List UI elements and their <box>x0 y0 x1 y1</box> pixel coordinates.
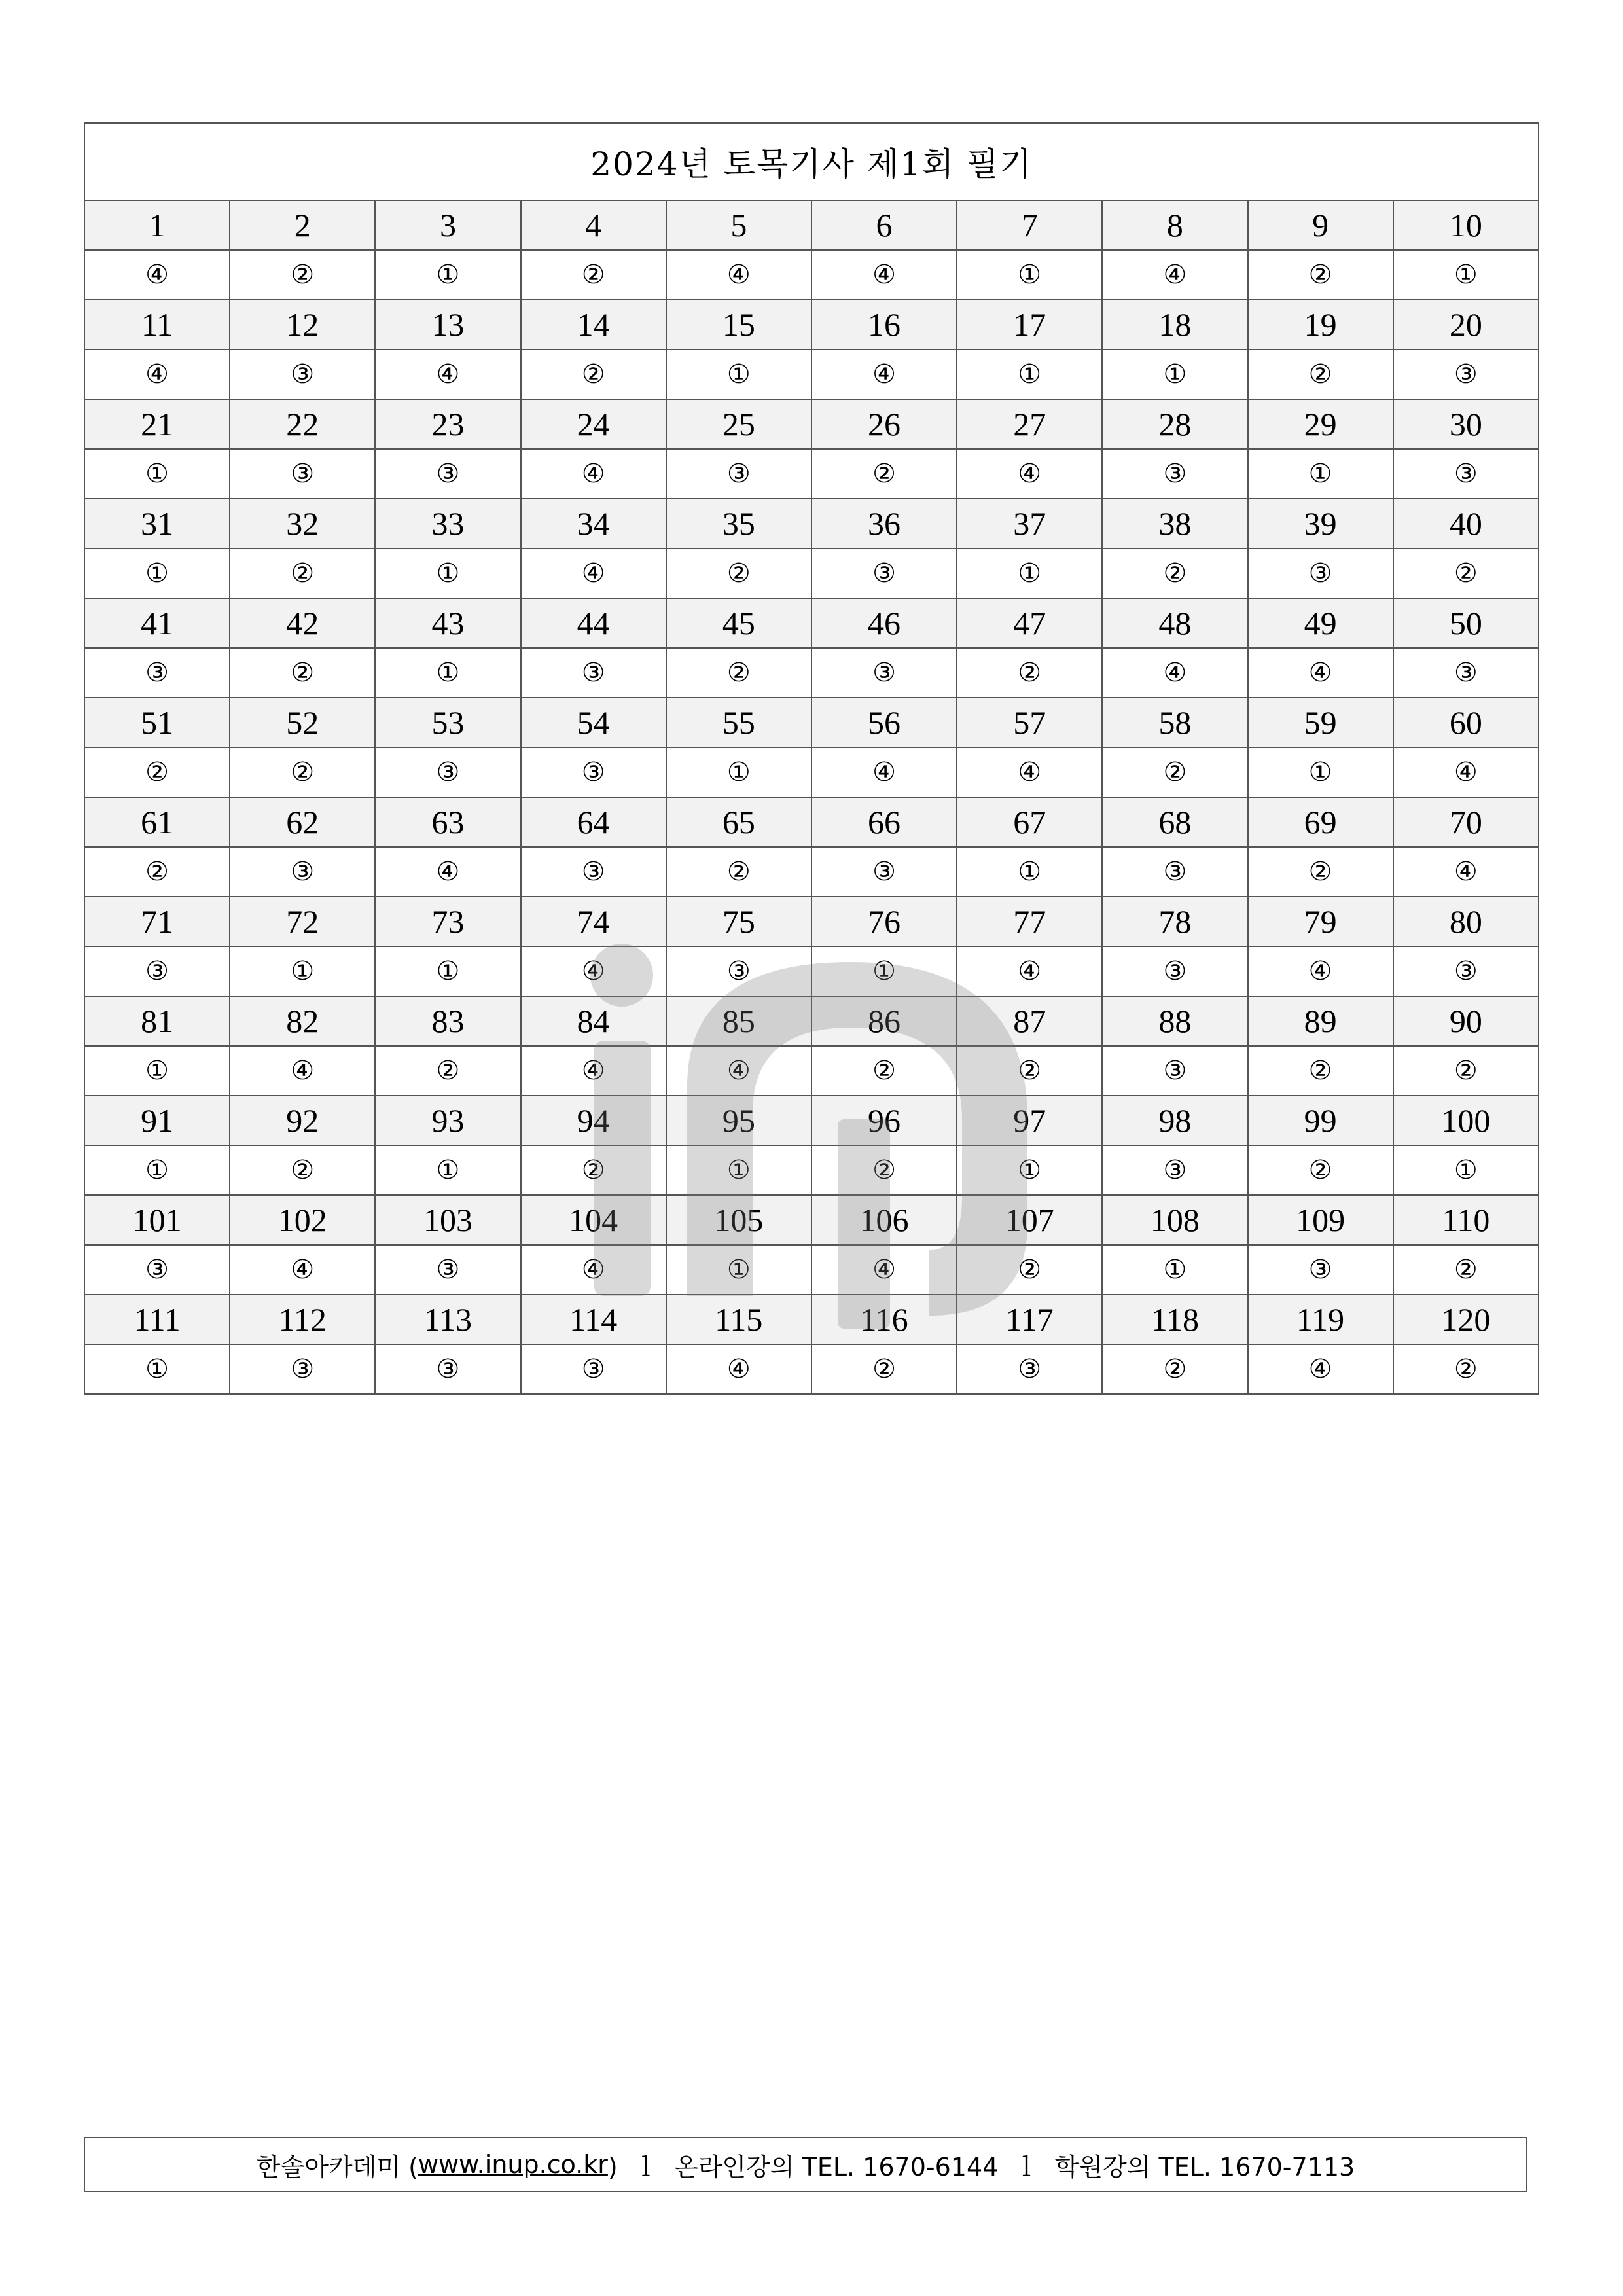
answer-choice: ① <box>84 1046 230 1096</box>
question-number: 84 <box>521 996 666 1046</box>
question-number: 29 <box>1248 399 1393 449</box>
answer-choice: ② <box>1393 1046 1539 1096</box>
answer-choice: ② <box>812 1145 957 1195</box>
question-number: 11 <box>84 300 230 350</box>
question-number: 19 <box>1248 300 1393 350</box>
answer-choice: ③ <box>812 548 957 598</box>
question-number-row <box>84 499 1539 548</box>
question-number: 117 <box>957 1295 1102 1344</box>
question-number: 1 <box>84 200 230 250</box>
answer-choice: ② <box>230 250 375 300</box>
answer-choice: ② <box>521 350 666 399</box>
answer-choice: ④ <box>957 449 1102 499</box>
answer-choice: ② <box>666 548 812 598</box>
question-number-row <box>84 797 1539 847</box>
answer-choice: ③ <box>521 747 666 797</box>
question-number: 77 <box>957 897 1102 946</box>
footer-contact-bar <box>84 2137 1527 2192</box>
footer-website-link[interactable]: www.inup.co.kr <box>418 2150 608 2179</box>
answer-choice: ③ <box>812 648 957 698</box>
answer-choice: ② <box>230 1145 375 1195</box>
question-number: 68 <box>1102 797 1247 847</box>
answer-choice: ③ <box>1102 1046 1247 1096</box>
question-number-row <box>84 300 1539 350</box>
question-number: 13 <box>375 300 520 350</box>
question-number: 57 <box>957 698 1102 747</box>
answer-choice: ③ <box>84 1245 230 1295</box>
question-number: 60 <box>1393 698 1539 747</box>
answer-choice: ① <box>1102 1245 1247 1295</box>
question-number: 74 <box>521 897 666 946</box>
question-number: 50 <box>1393 598 1539 648</box>
answer-row <box>84 946 1539 996</box>
question-number: 97 <box>957 1096 1102 1145</box>
question-number: 32 <box>230 499 375 548</box>
question-number: 101 <box>84 1195 230 1245</box>
question-number: 95 <box>666 1096 812 1145</box>
question-number: 36 <box>812 499 957 548</box>
answer-choice: ② <box>957 648 1102 698</box>
answer-choice: ② <box>1248 250 1393 300</box>
question-number: 96 <box>812 1096 957 1145</box>
question-number: 89 <box>1248 996 1393 1046</box>
answer-choice: ② <box>812 1344 957 1394</box>
answer-choice: ④ <box>84 350 230 399</box>
question-number: 40 <box>1393 499 1539 548</box>
question-number-row <box>84 996 1539 1046</box>
answer-choice: ④ <box>1102 250 1247 300</box>
question-number: 113 <box>375 1295 520 1344</box>
question-number: 98 <box>1102 1096 1247 1145</box>
question-number: 114 <box>521 1295 666 1344</box>
question-number: 44 <box>521 598 666 648</box>
answer-choice: ③ <box>230 449 375 499</box>
answer-choice: ① <box>84 1145 230 1195</box>
question-number: 56 <box>812 698 957 747</box>
answer-choice: ① <box>1248 747 1393 797</box>
answer-choice: ③ <box>375 1245 520 1295</box>
answer-choice: ④ <box>957 747 1102 797</box>
question-number: 59 <box>1248 698 1393 747</box>
answer-choice: ② <box>1393 1344 1539 1394</box>
answer-choice: ② <box>521 1145 666 1195</box>
answer-choice: ④ <box>521 548 666 598</box>
answer-choice: ④ <box>521 449 666 499</box>
question-number: 7 <box>957 200 1102 250</box>
footer-phone-info: ) ｌ 온라인강의 TEL. 1670-6144 ｌ 학원강의 TEL. 1670-7113 <box>607 2152 1355 2181</box>
question-number: 46 <box>812 598 957 648</box>
question-number: 41 <box>84 598 230 648</box>
question-number: 90 <box>1393 996 1539 1046</box>
question-number: 91 <box>84 1096 230 1145</box>
question-number: 3 <box>375 200 520 250</box>
question-number-row <box>84 200 1539 250</box>
answer-choice: ④ <box>521 1245 666 1295</box>
question-number: 81 <box>84 996 230 1046</box>
question-number: 115 <box>666 1295 812 1344</box>
question-number: 5 <box>666 200 812 250</box>
answer-choice: ① <box>957 1145 1102 1195</box>
question-number: 4 <box>521 200 666 250</box>
answer-choice: ① <box>84 1344 230 1394</box>
question-number: 54 <box>521 698 666 747</box>
question-number: 87 <box>957 996 1102 1046</box>
question-number: 17 <box>957 300 1102 350</box>
question-number: 78 <box>1102 897 1247 946</box>
question-number: 52 <box>230 698 375 747</box>
question-number: 16 <box>812 300 957 350</box>
answer-choice: ② <box>1248 1145 1393 1195</box>
answer-choice: ④ <box>812 747 957 797</box>
answer-choice: ③ <box>375 449 520 499</box>
answer-choice: ① <box>957 548 1102 598</box>
answer-choice: ④ <box>957 946 1102 996</box>
answer-choice: ② <box>812 1046 957 1096</box>
answer-choice: ④ <box>230 1046 375 1096</box>
question-number: 79 <box>1248 897 1393 946</box>
answer-choice: ③ <box>1393 449 1539 499</box>
answer-choice: ③ <box>84 946 230 996</box>
answer-choice: ④ <box>1248 1344 1393 1394</box>
question-number: 43 <box>375 598 520 648</box>
question-number: 61 <box>84 797 230 847</box>
question-number: 24 <box>521 399 666 449</box>
answer-choice: ② <box>230 548 375 598</box>
answer-choice: ③ <box>1102 449 1247 499</box>
answer-choice: ② <box>84 847 230 897</box>
answer-choice: ④ <box>1393 847 1539 897</box>
question-number-row <box>84 1096 1539 1145</box>
question-number: 37 <box>957 499 1102 548</box>
answer-choice: ④ <box>230 1245 375 1295</box>
answer-choice: ① <box>812 946 957 996</box>
answer-choice: ③ <box>666 946 812 996</box>
answer-choice: ③ <box>375 1344 520 1394</box>
question-number: 111 <box>84 1295 230 1344</box>
answer-row <box>84 1145 1539 1195</box>
question-number: 42 <box>230 598 375 648</box>
answer-choice: ③ <box>1248 548 1393 598</box>
answer-choice: ② <box>1102 1344 1247 1394</box>
answer-choice: ② <box>812 449 957 499</box>
question-number: 27 <box>957 399 1102 449</box>
question-number: 99 <box>1248 1096 1393 1145</box>
question-number: 28 <box>1102 399 1247 449</box>
question-number: 48 <box>1102 598 1247 648</box>
answer-choice: ② <box>666 648 812 698</box>
question-number: 63 <box>375 797 520 847</box>
answer-choice: ④ <box>666 1344 812 1394</box>
answer-choice: ① <box>1393 250 1539 300</box>
answer-choice: ④ <box>375 847 520 897</box>
footer-academy: 한솔아카데미 ( <box>256 2152 418 2181</box>
answer-row <box>84 847 1539 897</box>
answer-choice: ③ <box>1102 946 1247 996</box>
answer-choice: ② <box>1102 747 1247 797</box>
question-number: 18 <box>1102 300 1247 350</box>
question-number: 104 <box>521 1195 666 1245</box>
question-number: 75 <box>666 897 812 946</box>
question-number-row <box>84 1195 1539 1245</box>
question-number: 62 <box>230 797 375 847</box>
answer-choice: ② <box>1102 548 1247 598</box>
question-number: 94 <box>521 1096 666 1145</box>
answer-choice: ③ <box>1393 946 1539 996</box>
answer-choice: ③ <box>84 648 230 698</box>
answer-choice: ④ <box>521 946 666 996</box>
answer-choice: ① <box>666 1245 812 1295</box>
answer-key-table <box>84 122 1539 1395</box>
question-number: 76 <box>812 897 957 946</box>
answer-row <box>84 1344 1539 1394</box>
question-number: 53 <box>375 698 520 747</box>
answer-choice: ① <box>84 449 230 499</box>
answer-choice: ③ <box>1393 648 1539 698</box>
answer-choice: ③ <box>1248 1245 1393 1295</box>
answer-choice: ② <box>1248 350 1393 399</box>
answer-choice: ① <box>375 946 520 996</box>
answer-choice: ② <box>230 648 375 698</box>
answer-choice: ④ <box>666 1046 812 1096</box>
answer-choice: ③ <box>521 1344 666 1394</box>
exam-title: 2024년 토목기사 제1회 필기 <box>84 123 1539 200</box>
answer-row <box>84 449 1539 499</box>
answer-choice: ① <box>375 548 520 598</box>
question-number: 15 <box>666 300 812 350</box>
question-number: 25 <box>666 399 812 449</box>
answer-choice: ② <box>1393 548 1539 598</box>
question-number: 38 <box>1102 499 1247 548</box>
answer-choice: ② <box>521 250 666 300</box>
question-number-row <box>84 698 1539 747</box>
answer-choice: ① <box>666 1145 812 1195</box>
question-number: 64 <box>521 797 666 847</box>
question-number: 49 <box>1248 598 1393 648</box>
question-number: 83 <box>375 996 520 1046</box>
question-number: 26 <box>812 399 957 449</box>
question-number: 65 <box>666 797 812 847</box>
answer-choice: ① <box>1248 449 1393 499</box>
question-number: 86 <box>812 996 957 1046</box>
question-number: 93 <box>375 1096 520 1145</box>
answer-choice: ④ <box>1393 747 1539 797</box>
answer-choice: ③ <box>521 847 666 897</box>
answer-choice: ② <box>666 847 812 897</box>
answer-key-body <box>84 200 1539 1394</box>
answer-choice: ① <box>957 250 1102 300</box>
answer-choice: ② <box>957 1046 1102 1096</box>
question-number: 67 <box>957 797 1102 847</box>
question-number: 106 <box>812 1195 957 1245</box>
answer-choice: ② <box>375 1046 520 1096</box>
question-number: 103 <box>375 1195 520 1245</box>
answer-choice: ① <box>957 350 1102 399</box>
answer-choice: ④ <box>812 250 957 300</box>
answer-choice: ② <box>230 747 375 797</box>
answer-choice: ② <box>1248 1046 1393 1096</box>
answer-choice: ③ <box>230 847 375 897</box>
answer-row <box>84 648 1539 698</box>
question-number: 102 <box>230 1195 375 1245</box>
answer-row <box>84 250 1539 300</box>
question-number: 88 <box>1102 996 1247 1046</box>
answer-choice: ③ <box>1393 350 1539 399</box>
question-number: 35 <box>666 499 812 548</box>
question-number: 100 <box>1393 1096 1539 1145</box>
question-number: 58 <box>1102 698 1247 747</box>
question-number: 108 <box>1102 1195 1247 1245</box>
question-number-row <box>84 399 1539 449</box>
answer-choice: ① <box>375 648 520 698</box>
answer-row <box>84 548 1539 598</box>
answer-choice: ② <box>84 747 230 797</box>
question-number-row <box>84 1295 1539 1344</box>
question-number: 10 <box>1393 200 1539 250</box>
question-number: 8 <box>1102 200 1247 250</box>
question-number: 2 <box>230 200 375 250</box>
question-number: 45 <box>666 598 812 648</box>
answer-choice: ④ <box>84 250 230 300</box>
answer-choice: ④ <box>812 350 957 399</box>
answer-choice: ④ <box>1248 946 1393 996</box>
answer-choice: ① <box>1102 350 1247 399</box>
answer-choice: ③ <box>812 847 957 897</box>
question-number: 12 <box>230 300 375 350</box>
question-number: 80 <box>1393 897 1539 946</box>
question-number: 69 <box>1248 797 1393 847</box>
answer-choice: ③ <box>1102 1145 1247 1195</box>
answer-choice: ③ <box>957 1344 1102 1394</box>
question-number: 109 <box>1248 1195 1393 1245</box>
question-number: 33 <box>375 499 520 548</box>
question-number: 92 <box>230 1096 375 1145</box>
question-number: 34 <box>521 499 666 548</box>
question-number-row <box>84 897 1539 946</box>
question-number: 6 <box>812 200 957 250</box>
answer-choice: ③ <box>230 350 375 399</box>
question-number: 112 <box>230 1295 375 1344</box>
answer-choice: ① <box>666 747 812 797</box>
answer-row <box>84 350 1539 399</box>
question-number: 85 <box>666 996 812 1046</box>
answer-row <box>84 747 1539 797</box>
question-number: 66 <box>812 797 957 847</box>
answer-choice: ③ <box>375 747 520 797</box>
question-number: 119 <box>1248 1295 1393 1344</box>
answer-choice: ③ <box>1102 847 1247 897</box>
question-number: 47 <box>957 598 1102 648</box>
answer-choice: ③ <box>230 1344 375 1394</box>
question-number: 9 <box>1248 200 1393 250</box>
question-number: 110 <box>1393 1195 1539 1245</box>
question-number: 51 <box>84 698 230 747</box>
answer-choice: ① <box>230 946 375 996</box>
question-number-row <box>84 598 1539 648</box>
question-number: 72 <box>230 897 375 946</box>
answer-choice: ④ <box>1102 648 1247 698</box>
question-number: 23 <box>375 399 520 449</box>
question-number: 21 <box>84 399 230 449</box>
answer-choice: ② <box>1393 1245 1539 1295</box>
question-number: 118 <box>1102 1295 1247 1344</box>
answer-choice: ① <box>1393 1145 1539 1195</box>
answer-row <box>84 1245 1539 1295</box>
answer-choice: ④ <box>1248 648 1393 698</box>
answer-choice: ③ <box>666 449 812 499</box>
question-number: 55 <box>666 698 812 747</box>
question-number: 31 <box>84 499 230 548</box>
answer-choice: ① <box>375 1145 520 1195</box>
question-number: 82 <box>230 996 375 1046</box>
answer-choice: ② <box>957 1245 1102 1295</box>
answer-choice: ② <box>1248 847 1393 897</box>
question-number: 30 <box>1393 399 1539 449</box>
answer-choice: ① <box>957 847 1102 897</box>
question-number: 71 <box>84 897 230 946</box>
question-number: 70 <box>1393 797 1539 847</box>
answer-choice: ④ <box>521 1046 666 1096</box>
question-number: 73 <box>375 897 520 946</box>
question-number: 14 <box>521 300 666 350</box>
question-number: 107 <box>957 1195 1102 1245</box>
answer-row <box>84 1046 1539 1096</box>
answer-choice: ④ <box>666 250 812 300</box>
answer-choice: ③ <box>521 648 666 698</box>
answer-choice: ④ <box>375 350 520 399</box>
answer-choice: ① <box>666 350 812 399</box>
answer-choice: ① <box>375 250 520 300</box>
question-number: 22 <box>230 399 375 449</box>
question-number: 105 <box>666 1195 812 1245</box>
question-number: 20 <box>1393 300 1539 350</box>
question-number: 116 <box>812 1295 957 1344</box>
question-number: 120 <box>1393 1295 1539 1344</box>
answer-choice: ① <box>84 548 230 598</box>
question-number: 39 <box>1248 499 1393 548</box>
answer-choice: ④ <box>812 1245 957 1295</box>
